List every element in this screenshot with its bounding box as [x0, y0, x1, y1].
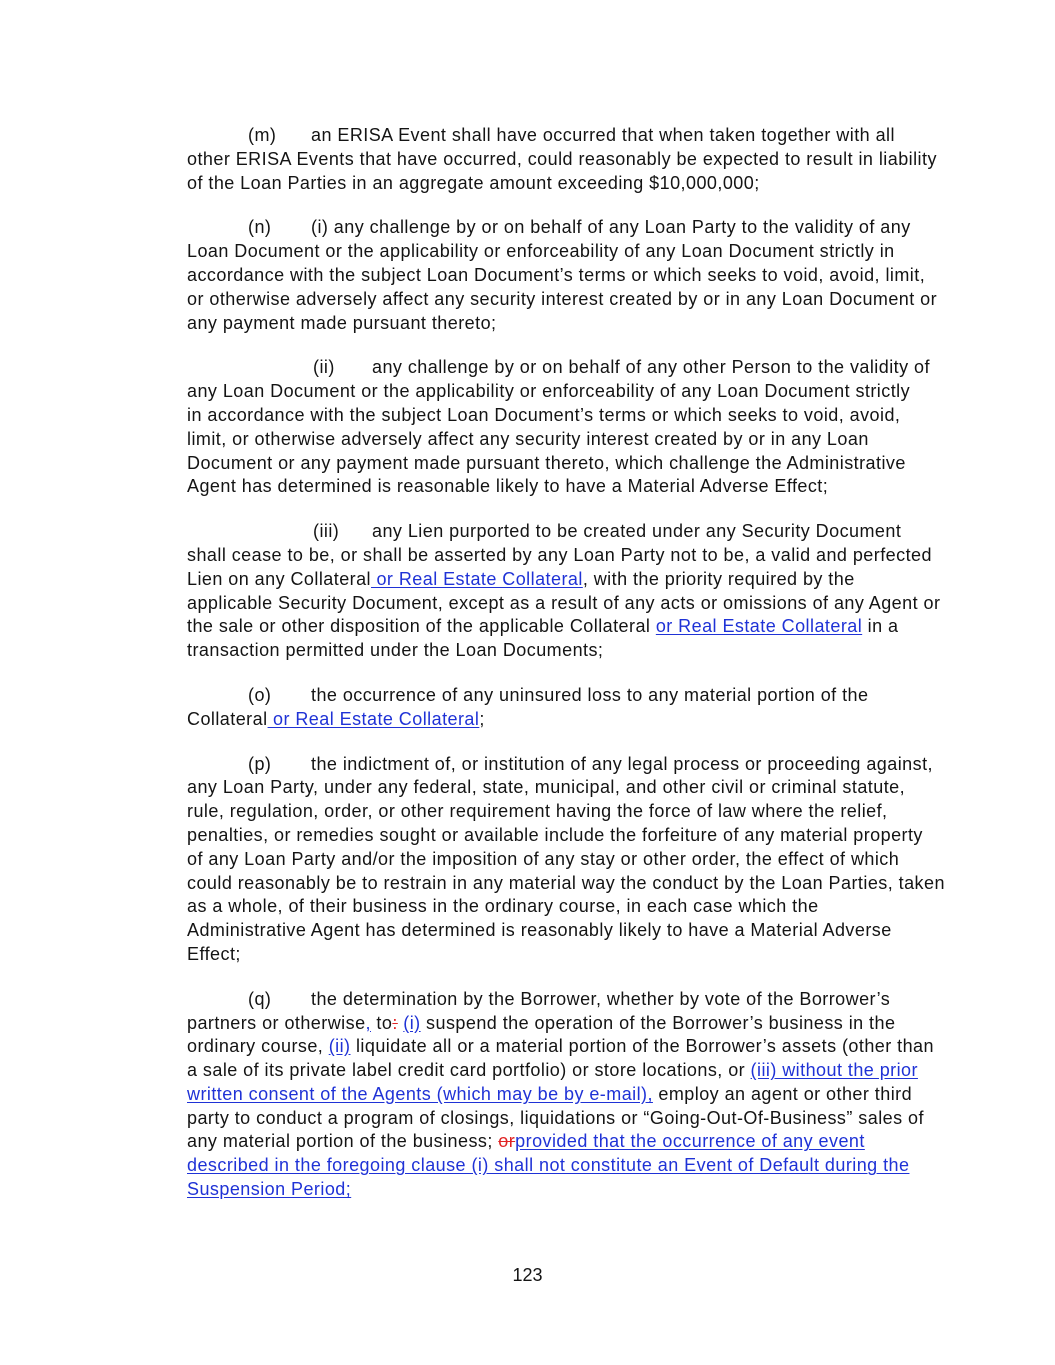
text-line: [187, 1059, 987, 1083]
text-run: the indictment of, or institution of any legal process or proceeding against,: [311, 753, 933, 774]
inserted-text: provided that the occurrence of any event: [515, 1131, 865, 1152]
text-run: any material portion of the business;: [187, 1131, 499, 1152]
text-run: could reasonably be to restrain in any material way the conduct by the Loan Parties, taken: [187, 872, 945, 893]
text-run: ;: [479, 708, 485, 729]
text-line: [187, 1154, 987, 1178]
paragraph-o: [187, 684, 987, 732]
text-line: [187, 776, 987, 800]
text-run: (i) any challenge by or on behalf of any Loan Party to the validity of any: [311, 217, 911, 238]
text-line: [187, 520, 987, 544]
text-run: of any Loan Party and/or the imposition of any stay or other order, the effect of which: [187, 848, 900, 869]
text-run: limit, or otherwise adversely affect any security interest created by or in any Loan: [187, 428, 869, 449]
text-line: [187, 1107, 987, 1131]
text-line: [187, 1012, 987, 1036]
text-run: shall cease to be, or shall be asserted by any Loan Party not to be, a valid and perfected: [187, 544, 932, 565]
text-line: [187, 428, 987, 452]
item-label: (q): [248, 988, 272, 1009]
text-run: or otherwise adversely affect any security interest created by or in any Loan Document or: [187, 288, 938, 309]
document-body: [187, 124, 987, 1202]
text-line: [187, 568, 987, 592]
text-line: [187, 988, 987, 1012]
paragraph-ii: [187, 356, 987, 499]
paragraph-m: [187, 124, 987, 195]
text-run: any Loan Document or the applicability or enforceability of any Loan Document strictly: [187, 381, 911, 402]
text-line: [187, 615, 987, 639]
text-line: [187, 1083, 987, 1107]
item-label: (n): [248, 217, 272, 238]
inserted-text: or Real Estate Collateral: [371, 568, 583, 589]
page-number: 123: [512, 1265, 543, 1285]
text-run: Loan Document or the applicability or enforceability of any Loan Document strictly in: [187, 241, 895, 262]
item-label: (iii): [313, 521, 340, 542]
inserted-text: described in the foregoing clause (i) shall not constitute an Event of Default during the: [187, 1155, 910, 1176]
text-run: any Loan Party, under any federal, state, municipal, and other civil or criminal statute,: [187, 777, 906, 798]
text-line: [187, 753, 987, 777]
text-line: [187, 172, 987, 196]
text-line: [187, 216, 987, 240]
text-run: Document or any payment made pursuant thereto, which challenge the Administrative: [187, 452, 906, 473]
text-run: Effect;: [187, 943, 241, 964]
text-line: [187, 148, 987, 172]
text-run: penalties, or remedies sought or available include the forfeiture of any material property: [187, 824, 923, 845]
paragraph-p: [187, 753, 987, 967]
item-label: (p): [248, 753, 272, 774]
text-line: [187, 919, 987, 943]
text-run: Agent has determined is reasonable likely to have a Material Adverse Effect;: [187, 476, 829, 497]
text-line: [187, 708, 987, 732]
text-run: accordance with the subject Loan Document’s terms or which seeks to void, avoid, limit,: [187, 264, 926, 285]
text-line: [187, 1130, 987, 1154]
item-label: (o): [248, 684, 272, 705]
text-line: [187, 800, 987, 824]
text-run: rule, regulation, order, or other requirement having the force of law where the relief,: [187, 801, 888, 822]
text-line: [187, 592, 987, 616]
text-run: other ERISA Events that have occurred, could reasonably be expected to result in liability: [187, 148, 937, 169]
text-run: of the Loan Parties in an aggregate amount exceeding $10,000,000;: [187, 172, 760, 193]
text-line: [187, 312, 987, 336]
text-line: [187, 288, 987, 312]
item-label: (ii): [313, 357, 335, 378]
text-run: any challenge by or on behalf of any other Person to the validity of: [372, 357, 930, 378]
text-line: [187, 1035, 987, 1059]
text-run: employ an agent or other third: [652, 1083, 913, 1104]
text-line: [187, 848, 987, 872]
text-run: in a: [862, 616, 899, 637]
text-line: [187, 475, 987, 499]
text-run: the determination by the Borrower, whether by vote of the Borrower’s: [311, 988, 891, 1009]
paragraph-iii: [187, 520, 987, 663]
text-line: [187, 124, 987, 148]
inserted-text: (ii): [328, 1036, 351, 1057]
paragraph-q: [187, 988, 987, 1202]
text-run: Lien on any Collateral: [187, 568, 372, 589]
text-run: suspend the operation of the Borrower’s business in the: [420, 1012, 896, 1033]
item-label: (m): [248, 125, 277, 145]
inserted-text: ,: [365, 1012, 371, 1033]
text-run: applicable Security Document, except as a result of any acts or omissions of any Agent or: [187, 592, 941, 613]
text-run: partners or otherwise: [187, 1012, 366, 1033]
text-line: [187, 452, 987, 476]
text-run: Administrative Agent has determined is reasonably likely to have a Material Adverse: [187, 920, 892, 941]
text-run: as a whole, of their business in the ordinary course, in each case which the: [187, 896, 819, 917]
text-run: party to conduct a program of closings, liquidations or “Going-Out-Of-Business” sales of: [187, 1107, 924, 1128]
text-run: transaction permitted under the Loan Documents;: [187, 640, 604, 661]
text-line: [187, 404, 987, 428]
text-line: [187, 544, 987, 568]
text-run: the sale or other disposition of the applicable Collateral: [187, 616, 656, 637]
inserted-text: (i): [403, 1012, 421, 1033]
inserted-text: Suspension Period;: [187, 1179, 352, 1200]
text-run: ordinary course,: [187, 1036, 329, 1057]
text-line: [187, 895, 987, 919]
text-run: an ERISA Event shall have occurred that when taken together with all: [311, 125, 895, 145]
text-run: to: [370, 1012, 393, 1033]
text-line: [187, 356, 987, 380]
text-line: [187, 872, 987, 896]
text-line: [187, 1178, 987, 1202]
text-line: [187, 264, 987, 288]
inserted-text: or Real Estate Collateral: [655, 616, 863, 637]
deleted-text: or: [498, 1131, 516, 1152]
text-line: [187, 684, 987, 708]
text-run: liquidate all or a material portion of the Borrower’s assets (other than: [350, 1036, 934, 1057]
inserted-text: written consent of the Agents (which may be by e-mail),: [187, 1083, 653, 1104]
text-run: in accordance with the subject Loan Document’s terms or which seeks to void, avoid,: [187, 404, 901, 425]
text-run: a sale of its private label credit card portfolio) or store locations, or: [187, 1060, 751, 1081]
text-line: [187, 824, 987, 848]
text-run: any payment made pursuant thereto;: [187, 312, 497, 333]
paragraph-n: [187, 216, 987, 335]
text-run: the occurrence of any uninsured loss to any material portion of the: [311, 684, 869, 705]
inserted-text: (iii) without the prior: [750, 1060, 918, 1081]
text-line: [187, 943, 987, 967]
text-run: Collateral: [187, 708, 268, 729]
text-line: [187, 380, 987, 404]
text-line: [187, 240, 987, 264]
deleted-text: :: [392, 1012, 398, 1033]
text-run: , with the priority required by the: [582, 568, 855, 589]
inserted-text: or Real Estate Collateral: [267, 708, 480, 729]
text-line: [187, 639, 987, 663]
text-run: any Lien purported to be created under any Security Document: [372, 521, 902, 542]
